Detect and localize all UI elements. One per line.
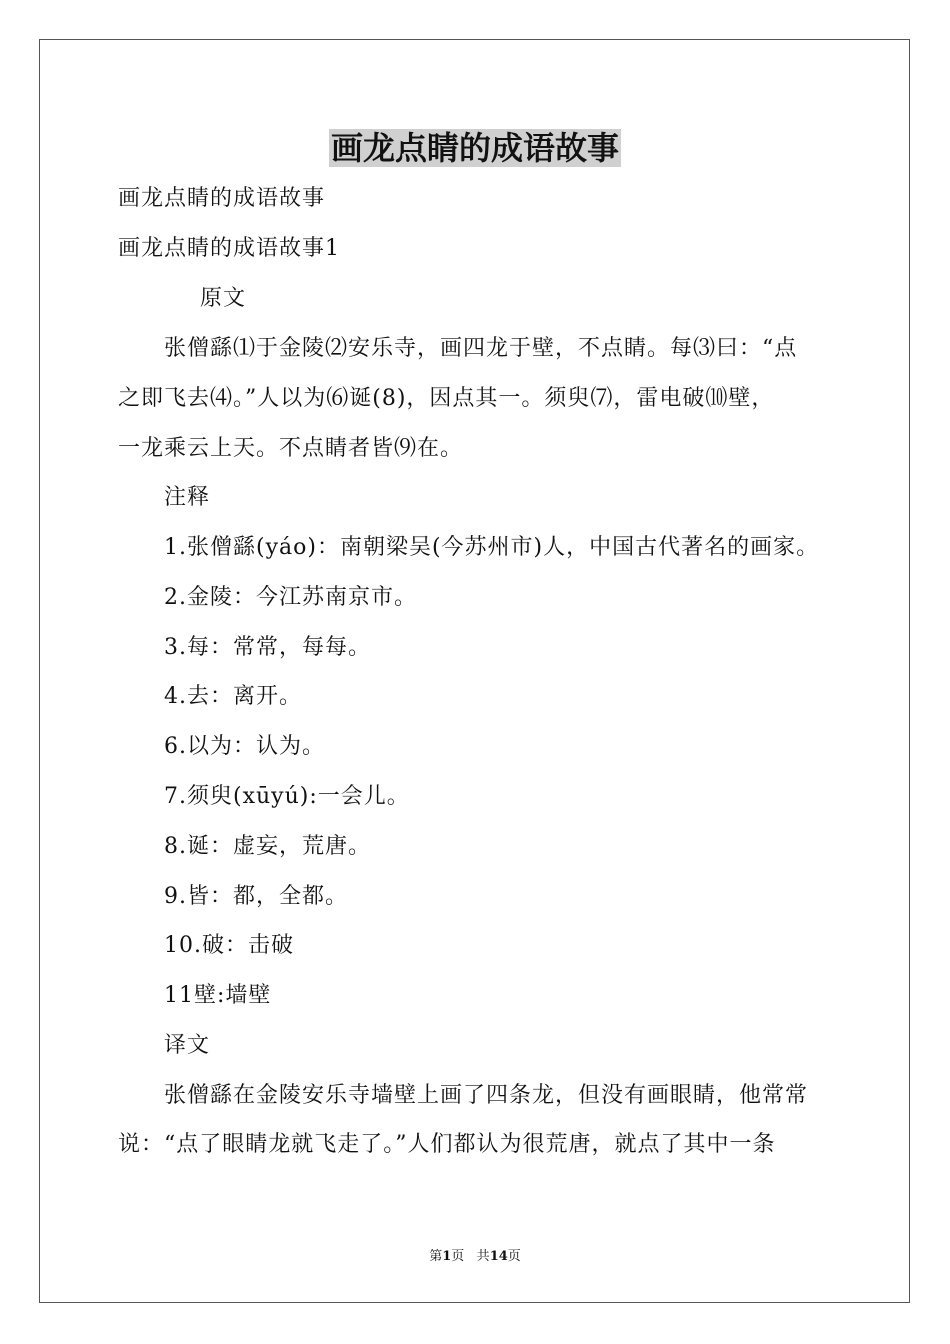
note-item: 10.破：击破 — [164, 933, 294, 958]
notes-heading: 注释 — [164, 485, 211, 510]
note-item: 1.张僧繇(yáo)：南朝梁吴(今苏州市)人，中国古代著名的画家。 — [164, 535, 820, 560]
paragraph-line: 说：“点了眼睛龙就飞走了。”人们都认为很荒唐，就点了其中一条 — [118, 1132, 776, 1157]
note-item: 4.去：离开。 — [164, 684, 302, 709]
original-text-heading: 原文 — [200, 286, 247, 311]
paragraph-line: 张僧繇⑴于金陵⑵安乐寺，画四龙于壁，不点睛。每⑶曰：“点 — [164, 336, 798, 361]
document-title — [0, 126, 950, 170]
page-border — [39, 39, 910, 1303]
note-item: 2.金陵：今江苏南京市。 — [164, 585, 417, 610]
paragraph-line: 之即飞去⑷。”人以为⑹诞(8)，因点其一。须臾⑺，雷电破⑽壁， — [118, 386, 775, 411]
page-footer — [0, 1248, 950, 1266]
note-item: 3.每：常常，每每。 — [164, 635, 371, 660]
paragraph-line: 一龙乘云上天。不点睛者皆⑼在。 — [118, 436, 464, 461]
subtitle-line: 画龙点睛的成语故事 — [118, 186, 326, 211]
section-heading: 画龙点睛的成语故事1 — [118, 236, 340, 261]
document-title-text: 画龙点睛的成语故事 — [330, 129, 619, 167]
note-item: 7.须臾(xūyú):一会儿。 — [164, 784, 410, 809]
note-item: 6.以为：认为。 — [164, 734, 325, 759]
translation-heading: 译文 — [164, 1033, 211, 1058]
page-suffix: 页 — [451, 1249, 465, 1264]
note-item: 8.诞：虚妄，荒唐。 — [164, 834, 371, 859]
total-pages: 14 — [489, 1249, 508, 1264]
note-item: 9.皆：都，全都。 — [164, 884, 348, 909]
page-prefix: 第 — [429, 1249, 443, 1264]
total-suffix: 页 — [507, 1249, 521, 1264]
total-prefix: 共 — [476, 1249, 490, 1264]
page-number: 1 — [442, 1249, 452, 1264]
note-item: 11壁:墙壁 — [164, 983, 272, 1008]
paragraph-line: 张僧繇在金陵安乐寺墙壁上画了四条龙，但没有画眼睛，他常常 — [164, 1083, 809, 1108]
